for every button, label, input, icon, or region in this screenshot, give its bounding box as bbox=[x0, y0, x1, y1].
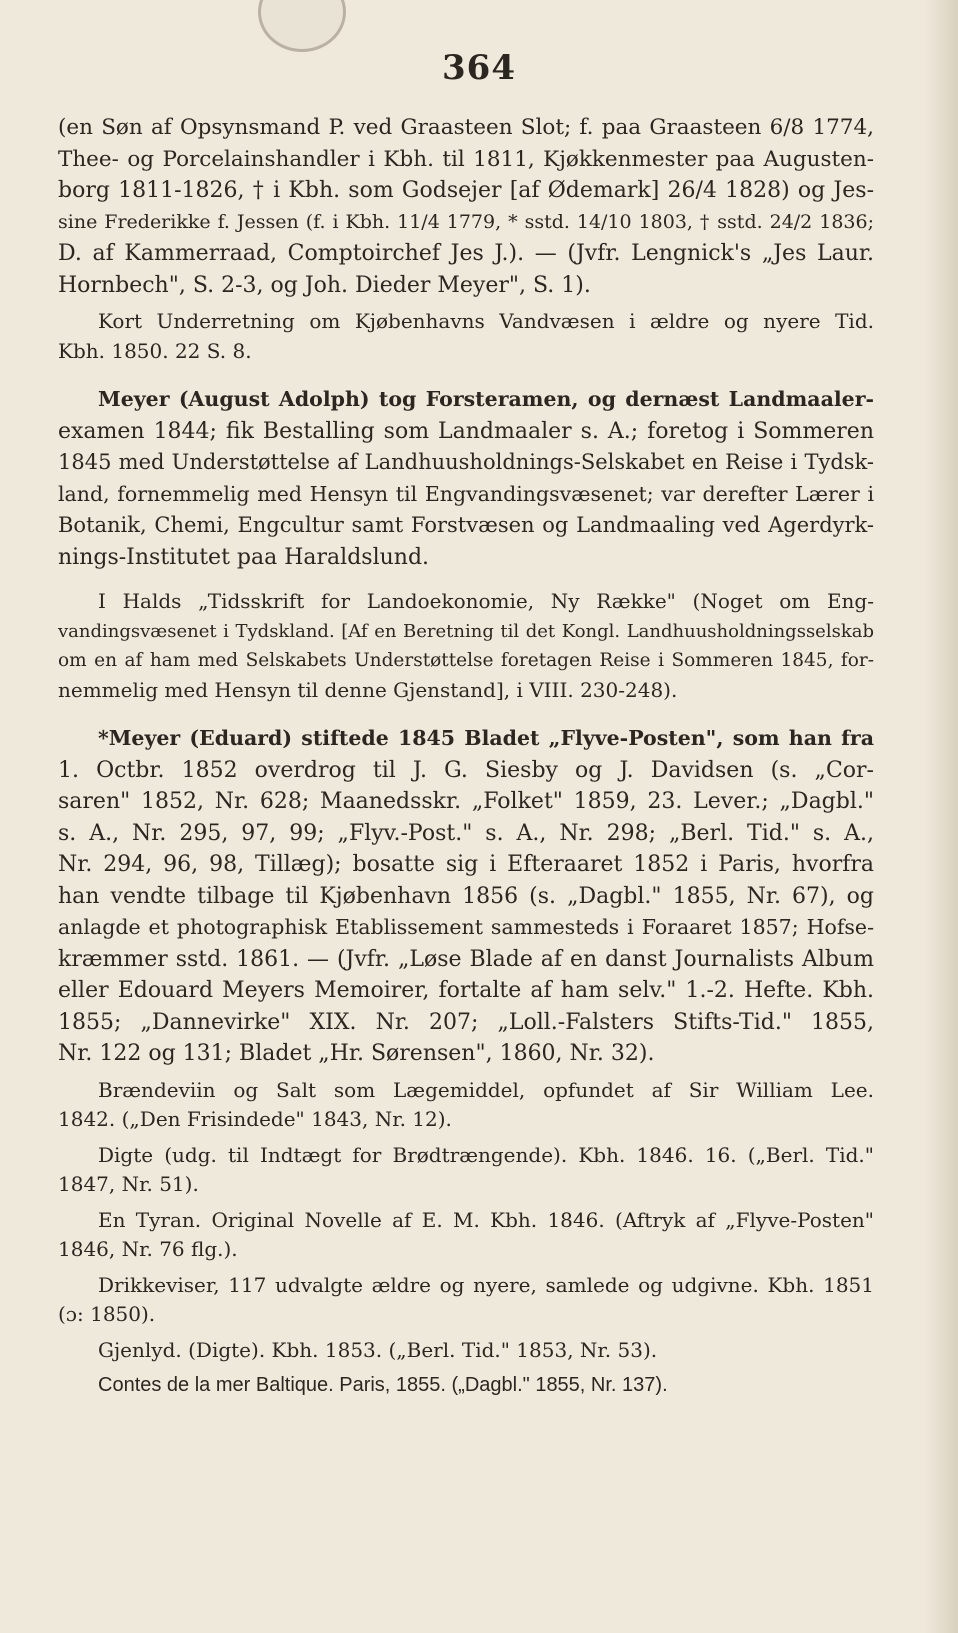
text-line: land, fornemmelig med Hensyn til Engvandingsvæsenet; var derefter Lærer i bbox=[58, 481, 874, 506]
entry-paragraph bbox=[58, 112, 874, 301]
entry-paragraph bbox=[58, 384, 874, 573]
bibliography-item bbox=[58, 1336, 874, 1366]
text-line: Gjenlyd. (Digte). Kbh. 1853. („Berl. Tid." 1853, Nr. 53). bbox=[98, 1337, 658, 1362]
entry-heading-line: *Meyer (Eduard) stiftede 1845 Bladet „Flyve-Posten", som han fra bbox=[98, 726, 874, 750]
bibliography-item bbox=[58, 1076, 874, 1135]
bibliography-item bbox=[58, 1371, 874, 1401]
text-line: Hornbech", S. 2-3, og Joh. Dieder Meyer", S. 1). bbox=[58, 272, 591, 298]
text-line: Nr. 122 og 131; Bladet „Hr. Sørensen", 1860, Nr. 32). bbox=[58, 1041, 655, 1066]
entry-paragraph bbox=[58, 723, 874, 1070]
page-number: 364 bbox=[442, 48, 516, 88]
text-line: nings-Institutet paa Haraldslund. bbox=[58, 544, 430, 570]
text-line: I Halds „Tidsskrift for Landoekonomie, Ny Række" (Noget om Eng- bbox=[98, 589, 874, 613]
text-line: 1845 med Understøttelse af Landhuusholdnings-Selskabet en Reise i Tydsk- bbox=[58, 450, 874, 474]
text-line: s. A., Nr. 295, 97, 99; „Flyv.-Post." s. A., Nr. 298; „Berl. Tid." s. A., bbox=[58, 820, 874, 846]
text-line: anlagde et photographisk Etablissement sammesteds i Foraaret 1857; Hofse- bbox=[58, 915, 874, 939]
text-line: En Tyran. Original Novelle af E. M. Kbh. 1846. (Aftryk af „Flyve-Posten" bbox=[98, 1207, 874, 1232]
text-line: Brændeviin og Salt som Lægemiddel, opfundet af Sir William Lee. bbox=[98, 1077, 874, 1102]
bibliography-item bbox=[58, 1206, 874, 1265]
text-line: 1855; „Dannevirke" XIX. Nr. 207; „Loll.-Falsters Stifts-Tid." 1855, bbox=[58, 1009, 874, 1035]
text-line: borg 1811-1826, † i Kbh. som Godsejer [af Ødemark] 26/4 1828) og Jes- bbox=[58, 178, 874, 203]
entry-heading-line: Meyer (August Adolph) tog Forsteramen, og dernæst Landmaaler- bbox=[98, 387, 874, 411]
bibliography-item bbox=[58, 1141, 874, 1200]
text-line: (ɔ: 1850). bbox=[58, 1302, 156, 1326]
text-line: examen 1844; fik Bestalling som Landmaaler s. A.; foretog i Sommeren bbox=[58, 418, 874, 444]
text-line: (en Søn af Opsynsmand P. ved Graasteen Slot; f. paa Graasteen 6/8 1774, bbox=[58, 115, 874, 140]
text-line: vandingsvæsenet i Tydskland. [Af en Beretning til det Kongl. Landhuusholdningsselskab bbox=[58, 620, 874, 642]
page-edge-shadow bbox=[924, 0, 958, 1633]
text-line: 1846, Nr. 76 flg.). bbox=[58, 1237, 238, 1261]
bibliography-item bbox=[58, 1271, 874, 1330]
text-line: nemmelig med Hensyn til denne Gjenstand], i VIII. 230-248). bbox=[58, 677, 678, 702]
text-line: om en af ham med Selskabets Understøttelse foretagen Reise i Sommeren 1845, for- bbox=[58, 650, 874, 671]
text-line: 1. Octbr. 1852 overdrog til J. G. Siesby og J. Davidsen (s. „Cor- bbox=[58, 757, 874, 783]
text-line: D. af Kammerraad, Comptoirchef Jes J.). — (Jvfr. Lengnick's „Jes Laur. bbox=[58, 241, 874, 266]
text-line: Thee- og Porcelainshandler i Kbh. til 1811, Kjøkkenmester paa Augusten- bbox=[58, 146, 874, 172]
text-line: 1842. („Den Frisindede" 1843, Nr. 12). bbox=[58, 1107, 452, 1131]
text-line: Botanik, Chemi, Engcultur samt Forstvæsen og Landmaaling ved Agerdyrk- bbox=[58, 513, 874, 537]
punch-hole bbox=[258, 0, 346, 52]
text-line: sine Frederikke f. Jessen (f. i Kbh. 11/4 1779, * sstd. 14/10 1803, † sstd. 24/2 1836; bbox=[58, 210, 874, 233]
text-line: Kbh. 1850. 22 S. 8. bbox=[58, 338, 252, 363]
bibliography-item bbox=[58, 587, 874, 705]
text-line: Contes de la mer Baltique. Paris, 1855. („Dagbl." 1855, Nr. 137). bbox=[98, 1374, 668, 1396]
text-line: kræmmer sstd. 1861. — (Jvfr. „Løse Blade af en danst Journalists Album bbox=[58, 946, 874, 972]
text-line: Nr. 294, 96, 98, Tillæg); bosatte sig i Efteraaret 1852 i Paris, hvorfra bbox=[58, 852, 874, 877]
bibliography-item bbox=[58, 307, 874, 366]
text-line: saren" 1852, Nr. 628; Maanedsskr. „Folket" 1859, 23. Lever.; „Dagbl." bbox=[58, 789, 874, 814]
text-line: Kort Underretning om Kjøbenhavns Vandvæsen i ældre og nyere Tid. bbox=[98, 309, 874, 333]
text-line: Drikkeviser, 117 udvalgte ældre og nyere, samlede og udgivne. Kbh. 1851 bbox=[98, 1272, 874, 1297]
text-line: Digte (udg. til Indtægt for Brødtrængende). Kbh. 1846. 16. („Berl. Tid." bbox=[98, 1142, 874, 1167]
text-line: 1847, Nr. 51). bbox=[58, 1172, 199, 1196]
page-text bbox=[58, 112, 874, 1401]
text-line: han vendte tilbage til Kjøbenhavn 1856 (s. „Dagbl." 1855, Nr. 67), og bbox=[58, 883, 874, 909]
text-line: eller Edouard Meyers Memoirer, fortalte af ham selv." 1.-2. Hefte. Kbh. bbox=[58, 978, 874, 1003]
